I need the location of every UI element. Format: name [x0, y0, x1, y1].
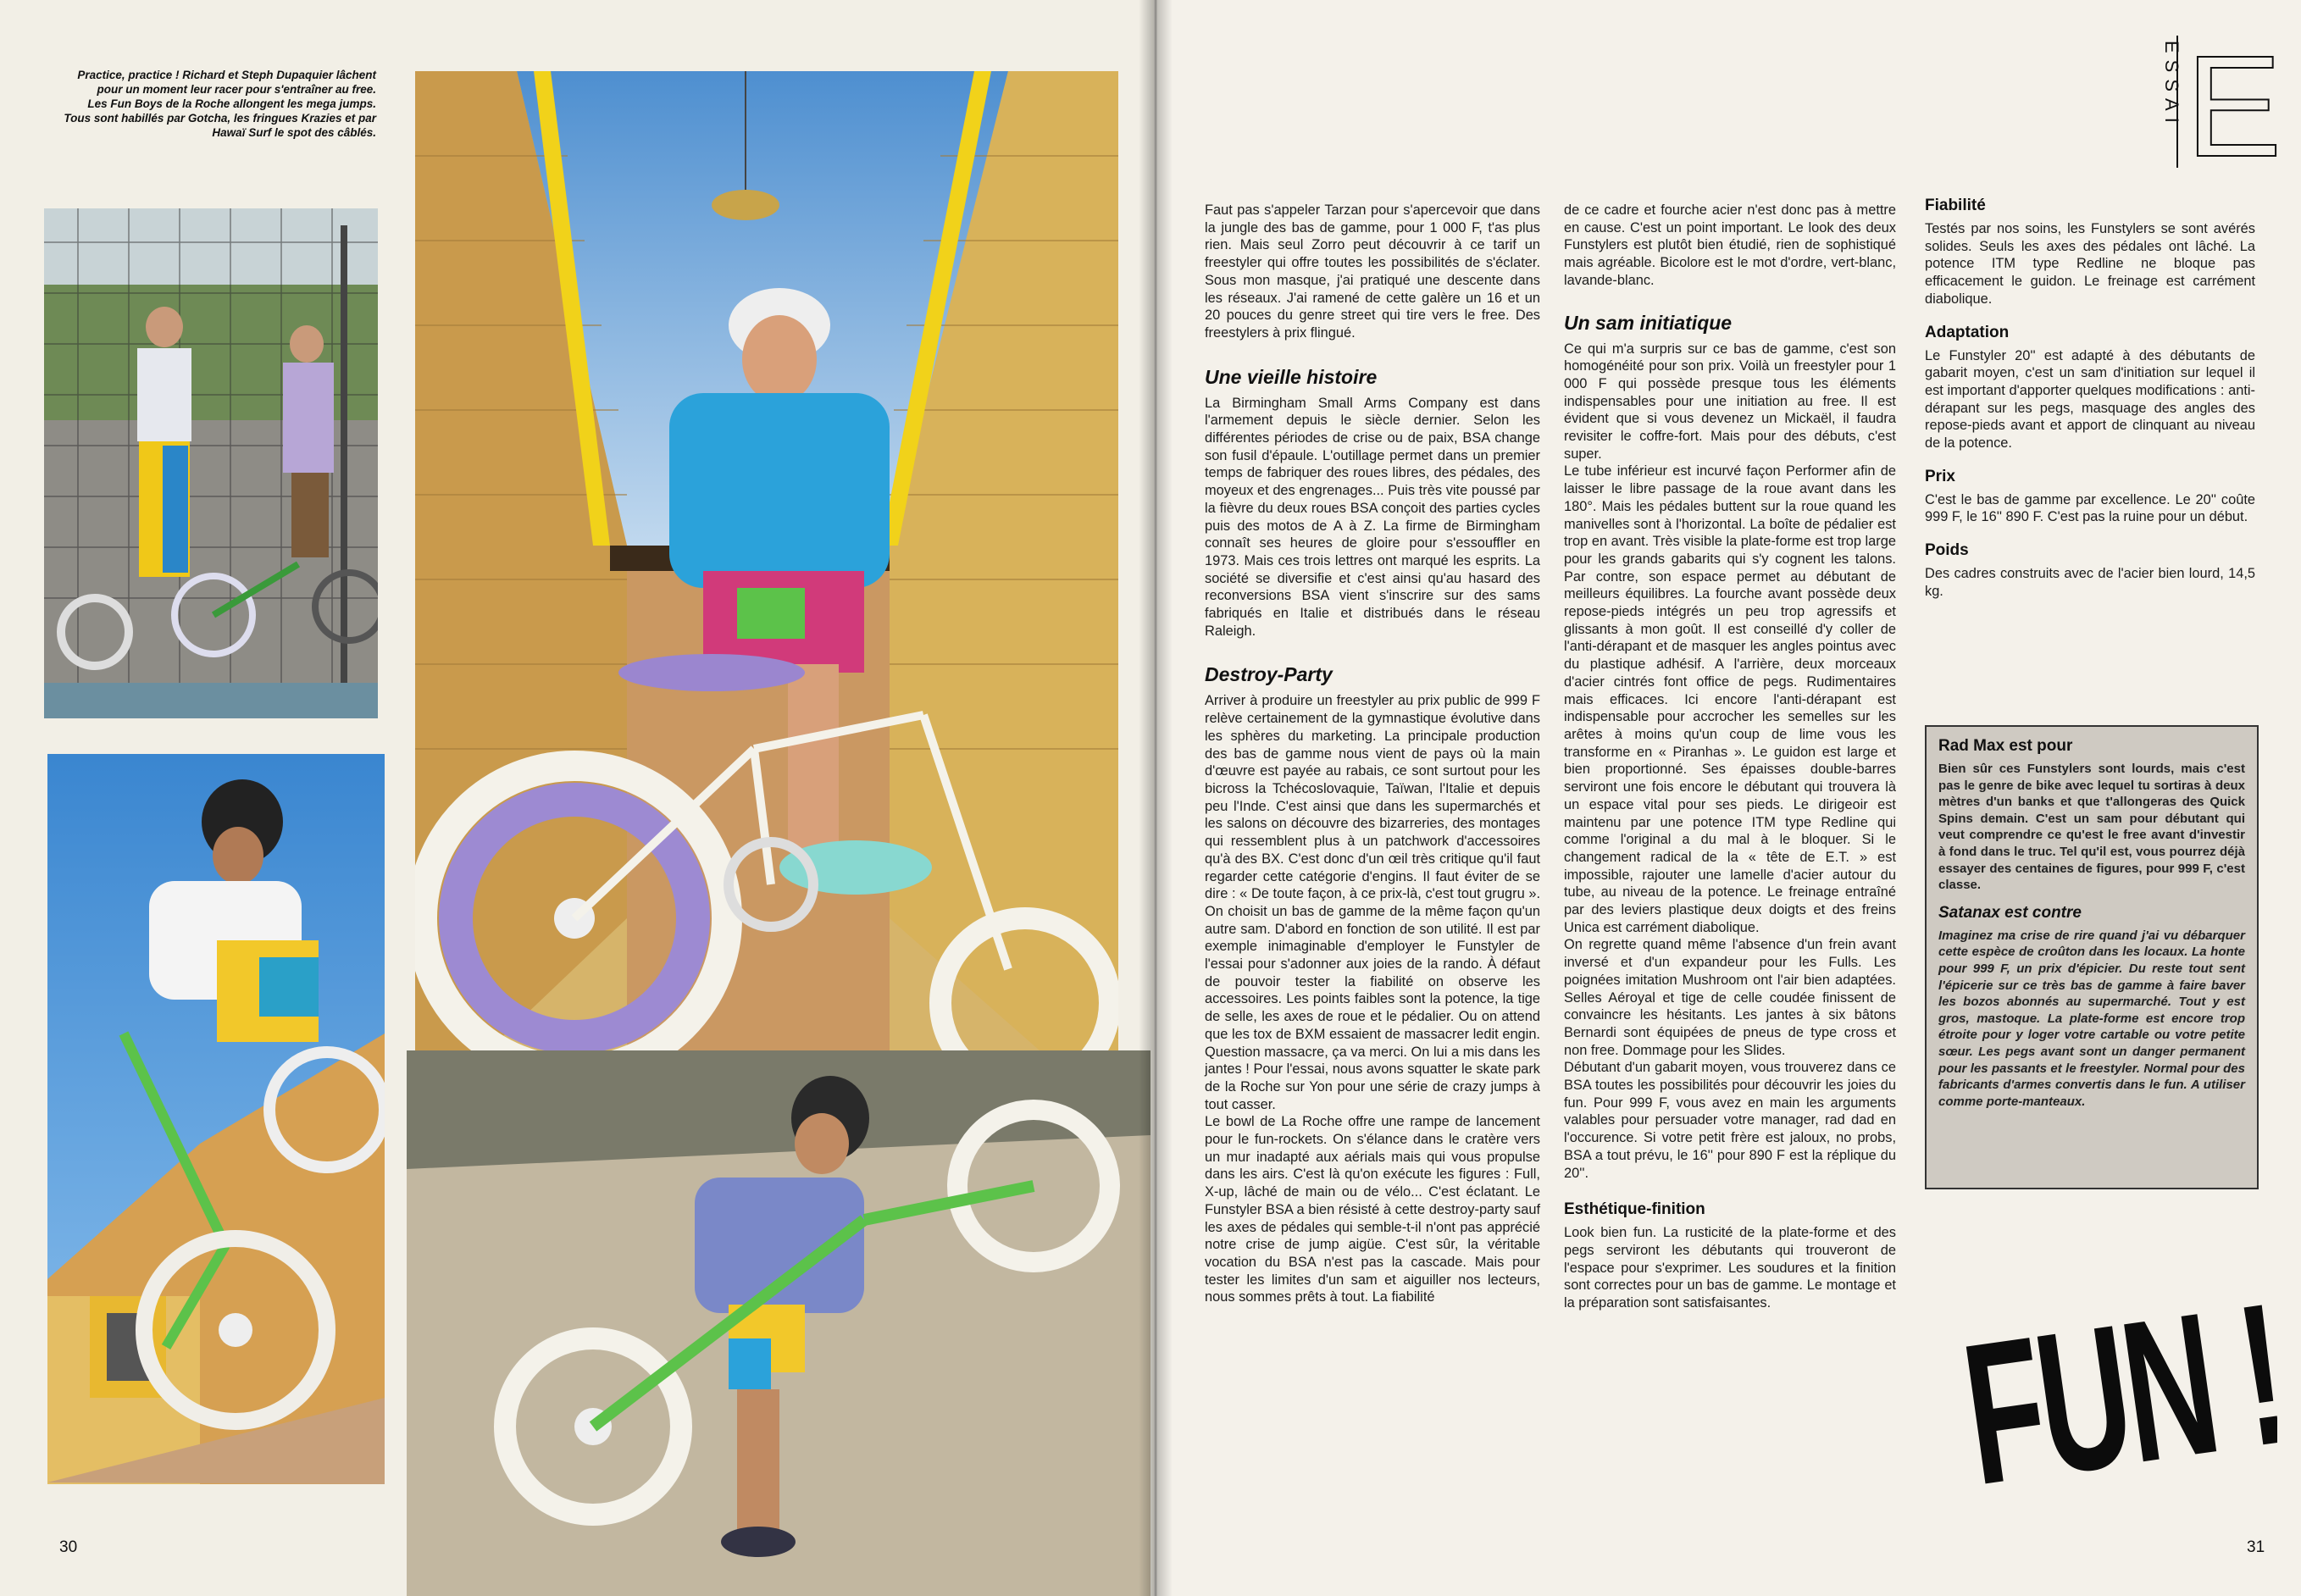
article-column-3 [1925, 197, 2255, 601]
heading-sam-initiatique: Un sam initiatique [1564, 311, 1733, 334]
section-tag-text: ESSAI [2161, 41, 2182, 130]
paragraph: Arriver à produire un freestyler au prix public de 999 F relève certainement de la gymnastique évolutive dans les sphères du marketing. La principale production des bas de gamme nous vient de pays où la main d'œuvre est payée au rabais, ce sont surtout pour les bicross la Tchécoslovaquie, Taïwan, l'Italie et depuis peu l'Inde. C'est ainsi que dans les supermarchés et les salons on découvre des bizarreries, des montages qui ressemblent plus à un patchwork d'accessoires qu'à des BX. C'est donc d'un œil très critique qu'il faut regarder cette catégorie d'engins. Il faut éviter de se dire : « De toute façon, à ce prix-là, c'est tout grugru ». On choisit un bas de gamme de la même façon qu'un autre sam. D'abord en fonction de son utilité. Il est par exemple inimaginable d'employer le Funstyler de l'essai pour s'adonner aux joies de la rando. À défaut de pouvoir tester la fiabilité on observe les accessoires. Les points faibles sont la potence, la tige de selle, les axes de roue et le pédalier. Ou on attend que les tox de BXM essaient de massacrer ledit engin. Question massacre, ça va merci. On lui a mis dans les jantes ! Pour l'essai, nous avons squatter le skate park de la Roche sur Yon pour une série de crazy jumps à tout casser. [1205, 693, 1540, 1112]
photo-kid-on-bike-corridor [415, 71, 1118, 1120]
photo-riders-fence [44, 208, 378, 718]
heading-vieille-histoire: Une vieille histoire [1205, 365, 1378, 388]
paragraph: La Birmingham Small Arms Company est dans l'armement depuis le siècle dernier. Selon les différentes périodes de crise ou de paix, BSA change son fusil d'épaule. L'outillage permet dans un premier temps de fabriquer des roues libres, des pédales, des moyeux et des engrenages... Puis très vite poussé par la fièvre du deux roues BSA conçoit des parties cycles puis des motos de A à Z. La firme de Birmingham connaît ses heures de gloire pour s'essouffler en 1973. Mais ces trois lettres ont marqué les esprits. La société se diversifie et c'est ainsi qu'au hasard des reconversions BSA vient s'inscrire sur des sams fabriqués en Italie et distribués dans le réseau Raleigh. [1205, 395, 1540, 639]
paragraph: Débutant d'un gabarit moyen, vous trouverez dans ce BSA toutes les possibilités pour découvrir les joies du fun. Pour 999 F, vous avez en main les arguments valables pour persuader votre manager, rad dad en l'occurence. Si votre petit frère est jaloux, no probs, BSA a tout prévu, le 16'' pour 890 F est la réplique du 20''. [1564, 1060, 1896, 1181]
paragraph: Look bien fun. La rusticité de la plate-forme et des pegs serviront les débutants qui trouveront de l'espace pour s'exprimer. Les soudures et la finition sont correctes pour un bas de gamme. Le montage et la préparation sont satisfaisantes. [1564, 1225, 1896, 1311]
paragraph: Testés par nos soins, les Funstylers se sont avérés solides. Seuls les axes des pédales ont lâché. La potence ITM type Redline ne bloque pas efficacement le guidon. Le freinage est carrément diabolique. [1925, 221, 2255, 307]
heading-poids: Poids [1925, 541, 1969, 560]
heading-esthetique-finition: Esthétique-finition [1564, 1200, 1705, 1219]
opinion-box [1925, 725, 2259, 1189]
heading-satanax: Satanax est contre [1938, 903, 2082, 922]
heading-prix: Prix [1925, 467, 1955, 485]
opinion-pour: Bien sûr ces Funstylers sont lourds, mais c'est pas le genre de bike avec lequel tu sortiras à deux mètres d'un banks et que t'allongeras des Quick Spins demain. C'est un sam pour débutant qui veut comprendre ce qu'est le free avant d'investir à fond dans le truc. Tel qu'il est, vous pourrez déjà essayer des centaines de figures, pour 999 F, c'est classe. [1938, 762, 2245, 893]
paragraph: On regrette quand même l'absence d'un frein avant inversé et d'un expandeur pour les Fulls. Les poignées imitation Mushroom ont l'air bien adaptées. Selles Aéroyal et tige de celle coudée finissent de convaincre les hésitants. Les jantes à six bâtons Bernardi sont équipées de pneus de type cross et non free. Dommage pour les Slides. [1564, 937, 1896, 1058]
paragraph: Des cadres construits avec de l'acier bien lourd, 14,5 kg. [1925, 566, 2255, 599]
paragraph: Le tube inférieur est incurvé façon Performer afin de laisser le libre passage de la roue avant dans les 180°. Mais les pédales buttent sur la roue quand les manivelles sont à l'horizontal. La boîte de pédalier est trop en avant. Très visible la plate-forme est trop large pour les grands gabarits qui s'y cognent les talons. Par contre, son espace permet au débutant de meilleurs équilibres. La fourche avant possède deux repose-pieds intégrés un peu trop agressifs et glissants à mon goût. Il est conseillé d'y coller de l'anti-dérapant et de masquer les angles pointus avec du plastique adhésif. A l'arrière, deux morceaux d'acier cintrés font office de pegs. Rudimentaires mais efficaces. Ici encore l'anti-dérapant est indispensable pour accrocher les semelles sur les arêtes à moins qu'un coup de lime vous les transforme en « Piranhas ». Le guidon est large et bien proportionné. Ses épaisses double-barres serviront une fois encore le débutant qui trouvera là un espace vital pour ses pieds. Le dirigeoir est maintenu par une potence ITM type Redline qui comme l'original a du mal à le bloquer. Si le changement radical de la « tête de E.T. » est impossible, rajouter une lamelle d'acier autour du tube, au niveau de la potence. Le freinage entraîné par des leviers plastique deux doigts et des freins Unica est carrément diabolique. [1564, 463, 1896, 935]
heading-destroy-party: Destroy-Party [1205, 663, 1333, 686]
fun-title [1964, 1252, 2277, 1506]
heading-rad-max: Rad Max est pour [1938, 737, 2073, 755]
photo-caption [61, 68, 376, 140]
paragraph: Le bowl de La Roche offre une rampe de lancement pour le fun-rockets. On s'élance dans le cratère vers un mur inadapté aux aérials mais qui vous propulse dans les airs. C'est là qu'on exécute les figures : Full, X-up, lâché de main ou de vélo... C'est éclatant. Le Funstyler BSA a bien résisté à cette destroy-party sauf les axes de pédales qui semble-t-il n'ont pas apprécié notre crise de jump aigüe. C'est sûr, la véritable vocation du BSA n'est pas la cascade. Mais pour tester les limites d'un sam et aiguiller nos lecteurs, nous sommes prêts à tout. La fiabilité [1205, 1114, 1540, 1305]
fun-title-text: FUN ! [1964, 1261, 2277, 1506]
intro-paragraph: Faut pas s'appeler Tarzan pour s'apercevoir que dans la jungle des bas de gamme, pour 1 000 F, t'as plus rien. Mais seul Zorro peut découvrir à ce tarif un freestyler qui offre toutes les possibilités de s'éclater. Sous mon masque, j'ai pratiqué une descente dans les réseaux. J'ai ramené de cette galère un 16 et un 20 pouces du genre street qui tire vers le free. Des freestylers à prix flingué. [1205, 202, 1540, 341]
section-letter: E [2186, 32, 2279, 168]
section-tag [2143, 32, 2279, 168]
opinion-contre: Imaginez ma crise de rire quand j'ai vu débarquer cette espèce de croûton dans les locaux. La honte pour 999 F, un prix d'épicier. Du reste tout sent l'épicerie sur ce très bas de gamme à faire baver les bozos abonnés au supermarché. Tout y est gros, mastoque. La plate-forme est encore trop étroite pour y loger votre cartable ou votre petite sœur. Les pegs avant sont un danger permanent pour les passants et le freestyler. Normal pour des fabricants d'armes convertis dans le fun. A utiliser comme porte-manteaux. [1938, 928, 2245, 1109]
paragraph: Ce qui m'a surpris sur ce bas de gamme, c'est son homogénéité pour son prix. Voilà un freestyler pour 1 000 F qui possède presque tous les éléments indispensables pour une initiation au free. Il est évident que si vous devenez un Mickaël, il faudra revisiter le coffre-fort. Mais pour des débuts, c'est super. [1564, 341, 1896, 462]
caption-text-2: Les Fun Boys de la Roche allongent les mega jumps. Tous sont habillés par Gotcha, les fringues Krazies et par Hawaï Surf le spot des câblés. [64, 97, 376, 139]
page-gutter [1139, 0, 1173, 1596]
article-column-1 [1205, 202, 1540, 1306]
heading-fiabilite: Fiabilité [1925, 197, 1986, 214]
article-column-2 [1564, 202, 1896, 1312]
photo-rider-wheelie [407, 1050, 1150, 1596]
heading-adaptation: Adaptation [1925, 323, 2010, 341]
page-number-right: 31 [2247, 1538, 2265, 1556]
caption-text-1: Practice, practice ! Richard et Steph Dupaquier lâchent pour un moment leur racer pour s'entraîner au free. [77, 69, 376, 96]
page-number-left: 30 [59, 1538, 78, 1556]
paragraph: Le Funstyler 20'' est adapté à des débutants de gabarit moyen, c'est un sam d'initiation sur lequel il est important d'apporter quelques modifications : anti-dérapant sur les pegs, masquage des angles des repose-pieds avant et apport de clinquant au niveau de la potence. [1925, 347, 2255, 452]
paragraph: de ce cadre et fourche acier n'est donc pas à mettre en cause. C'est un point important. Le look des deux Funstylers est plutôt bien étudié, rien de sophistiqué mais agréable. Bicolore est le mot d'ordre, vert-blanc, lavande-blanc. [1564, 202, 1896, 288]
paragraph: C'est le bas de gamme par excellence. Le 20'' coûte 999 F, le 16'' 890 F. C'est pas la ruine pour un début. [1925, 491, 2255, 525]
photo-rider-jump-wall [47, 754, 385, 1484]
